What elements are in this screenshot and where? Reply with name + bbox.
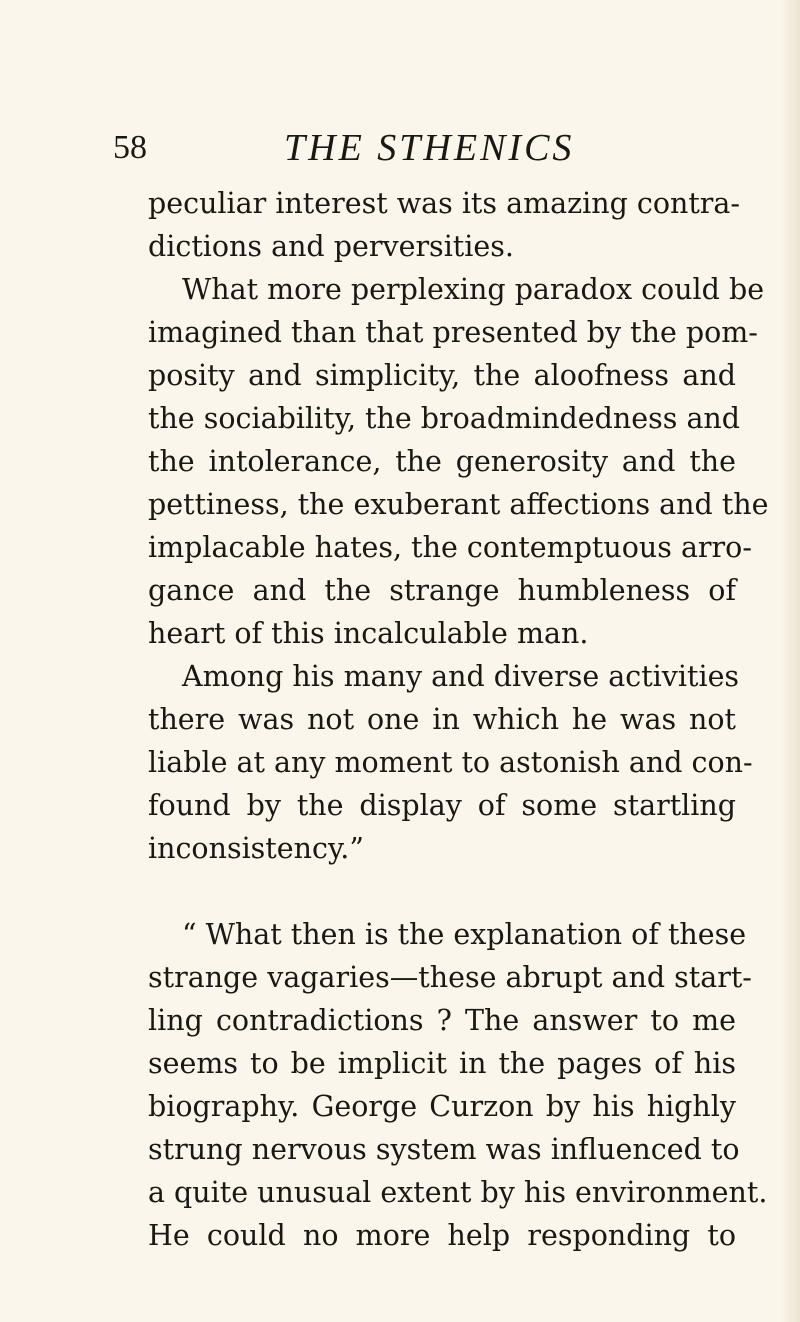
text-line: found by the display of some startling bbox=[148, 789, 736, 822]
page-edge-shadow bbox=[778, 0, 800, 1322]
text-line: biography. George Curzon by his highly bbox=[148, 1090, 736, 1123]
text-line: dictions and perversities. bbox=[148, 230, 514, 263]
text-line: strung nervous system was influenced to bbox=[148, 1133, 740, 1166]
page-number: 58 bbox=[113, 129, 147, 166]
text-line: ling contradictions ? The answer to me bbox=[148, 1004, 736, 1037]
text-line: He could no more help responding to bbox=[148, 1219, 736, 1252]
text-line: gance and the strange humbleness of bbox=[148, 574, 736, 607]
text-line: imagined than that presented by the pom- bbox=[148, 316, 758, 349]
text-line: posity and simplicity, the aloofness and bbox=[148, 359, 736, 392]
text-line: peculiar interest was its amazing contra- bbox=[148, 187, 741, 220]
text-line: strange vagaries—these abrupt and start- bbox=[148, 961, 752, 994]
text-line: there was not one in which he was not bbox=[148, 703, 736, 736]
running-head: THE STHENICS bbox=[284, 127, 575, 169]
text-line: pettiness, the exuberant affections and the bbox=[148, 488, 769, 521]
text-line: seems to be implicit in the pages of his bbox=[148, 1047, 736, 1080]
text-line: the sociability, the broadmindedness and bbox=[148, 402, 741, 435]
text-line: What more perplexing paradox could be bbox=[182, 273, 765, 306]
text-line: heart of this incalculable man. bbox=[148, 617, 589, 650]
text-line: liable at any moment to astonish and con- bbox=[148, 746, 753, 779]
text-line: inconsistency.” bbox=[148, 832, 364, 865]
text-line: “ What then is the explanation of these bbox=[182, 918, 747, 951]
text-line: implacable hates, the contemptuous arro- bbox=[148, 531, 752, 564]
text-line: a quite unusual extent by his environment. bbox=[148, 1176, 768, 1209]
text-line: Among his many and diverse activities bbox=[182, 660, 740, 693]
text-line: the intolerance, the generosity and the bbox=[148, 445, 736, 478]
